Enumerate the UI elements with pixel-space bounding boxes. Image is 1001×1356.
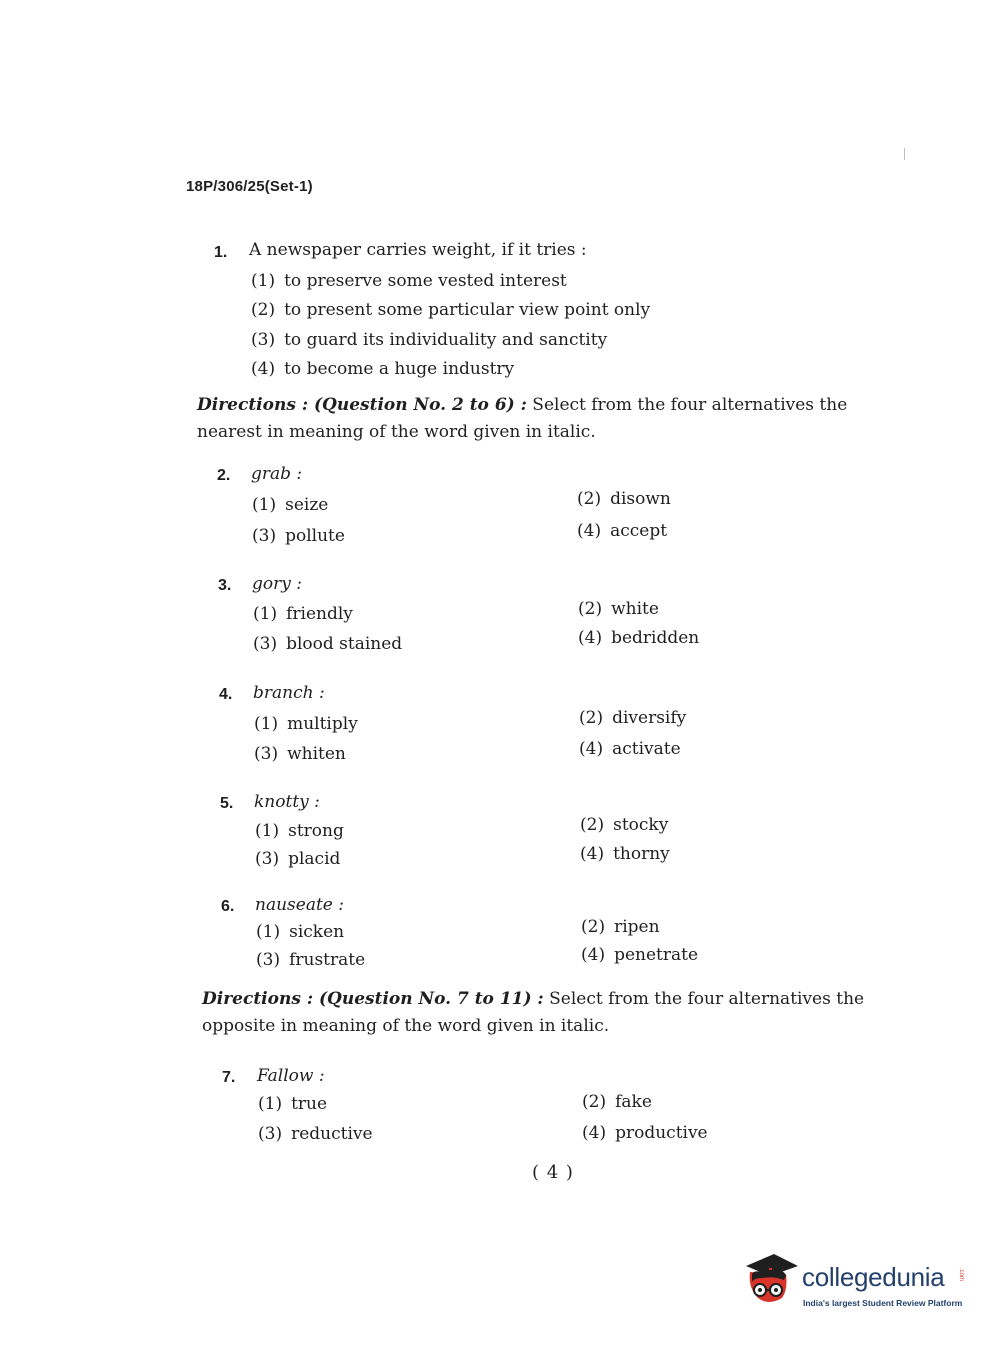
option-number: (1)	[258, 1094, 283, 1114]
question-word: Fallow :	[257, 1066, 325, 1086]
option	[254, 714, 358, 734]
option-number: (1)	[252, 495, 277, 515]
option-text: friendly	[286, 604, 353, 624]
option-number: (2)	[578, 599, 603, 619]
option	[578, 628, 699, 648]
question-number: 1.	[214, 244, 228, 261]
option-number: (4)	[579, 739, 604, 759]
option-number: (2)	[580, 815, 605, 835]
option-text: stocky	[613, 815, 669, 835]
option-text: fake	[615, 1092, 652, 1112]
option-text: thorny	[613, 844, 670, 864]
option	[254, 744, 346, 764]
question-word: grab :	[251, 464, 303, 484]
option-number: (3)	[254, 744, 279, 764]
option-number: (2)	[251, 300, 276, 320]
question-number: 7.	[222, 1069, 236, 1086]
question-word: nauseate :	[255, 895, 344, 915]
option-number: (2)	[582, 1092, 607, 1112]
option-number: (3)	[251, 330, 276, 350]
option-text: whiten	[287, 744, 346, 764]
option-number: (4)	[581, 945, 606, 965]
option	[579, 739, 681, 759]
question-number: 5.	[220, 795, 234, 812]
option-text: accept	[610, 521, 668, 541]
option-text: to preserve some vested interest	[284, 271, 567, 291]
directions-label: Directions : (Question No. 2 to 6) :	[197, 395, 527, 415]
option	[577, 489, 671, 509]
option-text: reductive	[291, 1124, 373, 1144]
option-number: (2)	[579, 708, 604, 728]
option-text: to present some particular view point only	[284, 300, 651, 320]
option-text: blood stained	[286, 634, 403, 654]
option	[251, 300, 650, 320]
option-text: productive	[615, 1123, 708, 1143]
collegedunia-logo[interactable]	[740, 1248, 980, 1328]
option-number: (3)	[255, 849, 280, 869]
option	[579, 708, 686, 728]
option-text: disown	[610, 489, 671, 509]
option	[577, 521, 667, 541]
option-text: strong	[288, 821, 344, 841]
question-number: 2.	[217, 467, 231, 484]
directions-label: Directions : (Question No. 7 to 11) :	[202, 989, 544, 1009]
question-number: 4.	[219, 686, 233, 703]
option	[256, 950, 365, 970]
option-text: ripen	[614, 917, 660, 937]
option	[253, 604, 353, 624]
option-number: (3)	[256, 950, 281, 970]
question-number: 3.	[218, 577, 232, 594]
option-text: penetrate	[614, 945, 699, 965]
option-text: sicken	[289, 922, 345, 942]
option	[578, 599, 659, 619]
option-number: (1)	[254, 714, 279, 734]
option	[251, 359, 514, 379]
directions-text: Select from the four alternatives the nearest in meaning of the word given in italic.	[197, 395, 848, 442]
directions-text: Select from the four alternatives the opposite in meaning of the word given in italic.	[202, 989, 865, 1036]
option-text: to become a huge industry	[284, 359, 515, 379]
paper-code: 18P/306/25(Set-1)	[186, 178, 313, 195]
option	[251, 271, 567, 291]
option-text: activate	[612, 739, 681, 759]
logo-domain-suffix: .com	[958, 1268, 964, 1282]
option-number: (4)	[578, 628, 603, 648]
option-number: (3)	[258, 1124, 283, 1144]
option	[252, 495, 328, 515]
option-number: (1)	[253, 604, 278, 624]
scan-mark	[904, 148, 905, 160]
option-number: (2)	[581, 917, 606, 937]
option-text: pollute	[285, 526, 345, 546]
option-number: (1)	[255, 821, 280, 841]
question-number: 6.	[221, 898, 235, 915]
option	[258, 1094, 327, 1114]
option-number: (1)	[251, 271, 276, 291]
option	[581, 917, 660, 937]
option-number: (3)	[253, 634, 278, 654]
option-text: placid	[288, 849, 341, 869]
mascot-icon	[740, 1248, 802, 1310]
option-text: seize	[285, 495, 329, 515]
option-number: (4)	[580, 844, 605, 864]
option	[256, 922, 344, 942]
option	[581, 945, 698, 965]
question-word: knotty :	[254, 792, 320, 812]
option	[582, 1092, 652, 1112]
option	[580, 815, 668, 835]
option-number: (4)	[582, 1123, 607, 1143]
option-text: true	[291, 1094, 328, 1114]
question-text: A newspaper carries weight, if it tries :	[249, 240, 587, 260]
option-text: multiply	[287, 714, 358, 734]
option-text: white	[611, 599, 659, 619]
directions	[202, 986, 892, 1040]
page-number: ( 4 )	[532, 1162, 574, 1183]
option-number: (4)	[251, 359, 276, 379]
logo-name: collegedunia	[802, 1262, 945, 1292]
option-text: to guard its individuality and sanctity	[284, 330, 608, 350]
directions	[197, 392, 887, 446]
option-text: bedridden	[611, 628, 700, 648]
option-text: diversify	[612, 708, 687, 728]
question-word: gory :	[252, 574, 302, 594]
option	[253, 634, 402, 654]
option	[582, 1123, 708, 1143]
option	[258, 1124, 373, 1144]
option-text: frustrate	[289, 950, 366, 970]
option	[255, 849, 340, 869]
question-word: branch :	[253, 683, 325, 703]
option-number: (1)	[256, 922, 281, 942]
option-number: (4)	[577, 521, 602, 541]
option	[580, 844, 670, 864]
option-number: (2)	[577, 489, 602, 509]
option	[251, 330, 607, 350]
logo-tagline: India's largest Student Review Platform	[803, 1298, 963, 1308]
option	[252, 526, 345, 546]
option-number: (3)	[252, 526, 277, 546]
option	[255, 821, 344, 841]
